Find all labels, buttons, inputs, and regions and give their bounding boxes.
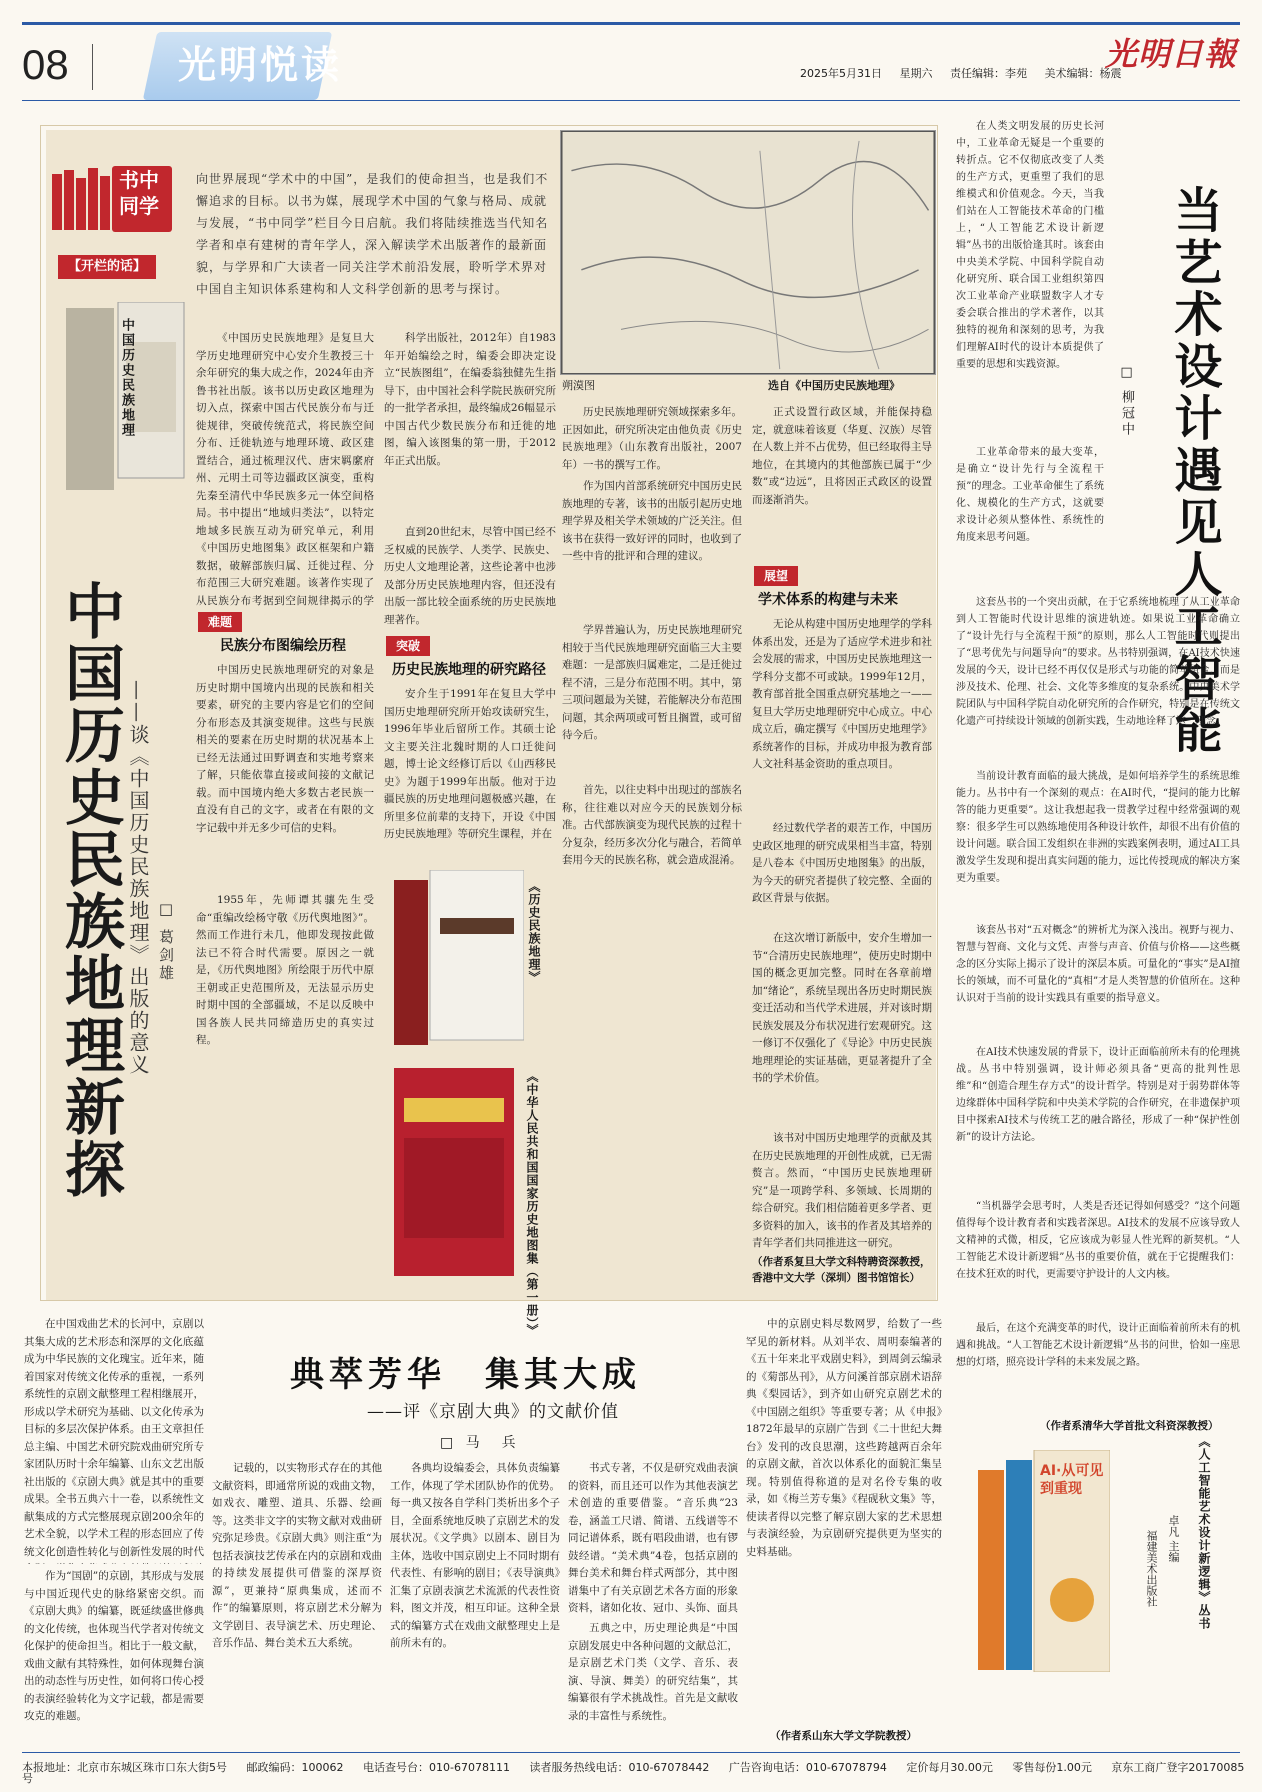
article1-col3-para2: 作为国内首部系统研究中国历史民族地理的专著，该书的出版引起历史地理学界及相关学术领域的广泛关注。但该书在获得一致好评的同时，也收到了一些中肯的批评和合理的建议。 — [562, 480, 742, 562]
article1-col4-para1: 正式设置行政区域，并能保持稳定，就意味着该夏（华夏、汉族）尽管在人数上并不占优势，但已经取得主导地位，在其境内的其他部族已属于“少数”或“边远”，且将因正式政区的设置而逐渐消失。 — [752, 406, 932, 506]
ai-book-cover-title: AI·从可见到重现 — [1040, 1463, 1104, 1497]
article2-para3: 当前设计教育面临的最大挑战，是如何培养学生的系统思维能力。丛书中有一个深刻的观点：在AI时代，“提问的能力比解答的能力更重要”。这让我想起我一贯教学过程中经常强调的观察：很多学生可以熟练地使用各种设计软件，却很不出有价值的设计问题。联合国工发组织在非洲的实践案例表明，通过AI工具激发学生发现和提出真实问题的能力，远比传授现成的解决方案更为重要。 — [956, 771, 1240, 884]
section-title: 光明悦读 — [178, 42, 343, 87]
ancient-map-image — [560, 130, 936, 375]
article3-author: □ 马 兵 — [440, 1435, 520, 1451]
footer-reader-hotline: 读者服务热线电话：010-67078442 — [529, 1761, 710, 1774]
footer-retail: 零售每份1.00元 — [1012, 1761, 1092, 1774]
article3-col2: 记载的，以实物形式存在的其他文献资料，即通常所说的戏曲文物，如戏衣、雕塑、道具、乐器、绘画等。这类非文字的实物文献对戏曲研究弥足珍贵。《京剧大典》则注重“为包括表演技艺传承在内的京剧和戏曲的持续发展提供可借鉴的深厚资源”，更兼持“原典集成，述而不作”的编纂原则，将京剧艺术分解为文学剧目、表导演艺术、历史理论、音乐作品、舞台美术五大系统。 — [212, 1462, 382, 1649]
article1-col4-para4: 在这次增订新版中，安介生增加一节“合清历史民族地理”，使历史时期中国的概念更加完整。同时在各章前增加“绪论”，系统呈现出各历史时期民族变迁活动和当代学术进展，并对该时期民族发展及分布状况进行宏观研究。这一修订不仅强化了《导论》中历史民族地理理论的实证基础，更显著提升了全书的学术价值。 — [752, 932, 932, 1084]
column-intro: 向世界展现“学术中的中国”，是我们的使命担当，也是我们不懈追求的目标。以书为媒，展现学术中国的气象与格局、成就与发展，“书中同学”栏目今日启航。我们将陆续推选当代知名学者和卓有建树的青年学人，深入解读学术出版著作的最新面貌，与学界和广大读者一同关注学术前沿发展，聆听学术界对中国自主知识体系建构和人文科学创新的思考与探讨。 — [196, 172, 549, 296]
article1-tag-breakthrough: 突破 — [386, 636, 430, 656]
article1-col2-para2: 直到20世纪末，尽管中国已经不乏权威的民族学、人类学、民族史、历史人文地理论著，这些论著中也涉及部分历史民族地理内容，但还没有出版一部比较全面系统的历史民族地理著作。 — [384, 526, 556, 626]
article2-para5: 在AI技术快速发展的背景下，设计正面临前所未有的伦理挑战。丛书中特别强调，设计师必须具备“更高的批判性思维”和“创造合理生存方式”的设计哲学。特别是对于弱势群体等边缘群体中国科学院和中央美术学院的合作研究，在非遗保护项目中探索AI技术与传统工艺的融合路径，形成了一种“保护性创新”的设计方法论。 — [956, 1047, 1240, 1143]
column-sign-top: 书中 — [119, 168, 159, 192]
article1-col3-para1: 历史民族地理研究领域探索多年。正因如此，研究所决定由他负责《历史民族地理》（山东教育出版社，2007年）一书的撰写工作。 — [562, 406, 742, 471]
header-divider — [92, 44, 93, 90]
article1-col1-para1: 《中国历史民族地理》是复旦大学历史地理研究中心安介生教授三十余年研究的集大成之作，2024年由齐鲁书社出版。该书以历史政区地理为切入点，探索中国古代民族分布与迁徙规律，突破传统范式，将民族空间分布、迁徙轨迹与地理环境、政区建置结合，通过梳理汉代、唐宋羁縻府州、元明土司等边疆政区演变，重构先秦至清代中华民族多元一体空间格局。书中提出“地域归类法”，以特定地域多民族互动为研究单元，利用《中国历史地图集》政区框架和户籍数据，破解部族归属、迁徙过程、分布范围三大研究难题。该著作实现了从民族分布考据到空间规律揭示的学 — [196, 332, 374, 607]
book3-caption: 《中华人民共和国国家历史地图集（第一册）》 — [525, 1070, 539, 1337]
footer-rule — [22, 1752, 1240, 1753]
editor-credit: 责任编辑：李苑 — [950, 67, 1027, 80]
column-sign-bottom: 同学 — [119, 194, 159, 218]
column-tag: 【开栏的话】 — [58, 255, 156, 279]
article1-col2-para1: 科学出版社，2012年）自1983年开始编绘之时，编委会即决定设立“民族图组”，在编委翁独健先生指导下，由中国社会科学院民族研究所的一批学者承担，最终编成26幅显示中国古代少数民族分布和迁徙的地图，编入该图集的第一册，于2012年正式出版。 — [384, 332, 556, 467]
map-caption-left: 朔漠图 — [562, 379, 595, 392]
article2-credit: （作者系清华大学首批文科资深教授） — [1040, 1420, 1219, 1432]
article3-subtitle: ——评《京剧大典》的文献价值 — [367, 1402, 619, 1422]
article1-col1-para2: 中国历史民族地理研究的对象是历史时期中国境内出现的民族和相关要素，研究的主要内容是它们的空间分布形态及其演变规律。这些与民族相关的要素在历史时期的状况基本上已经无法通过田野调查和实地考察来了解，只能依靠直接或间接的文献记载。而中国境内绝大多数古老民族一直没有自己的文字，或者在有限的文字记载中并无多少可信的史料。 — [196, 664, 374, 834]
article1-col3-para4: 首先，以往史料中出现过的部族名称，往往难以对应今天的民族划分标准。古代部族演变为现代民族的过程十分复杂，经历多次分化与融合，若简单套用今天的民族名称，就会造成混淆。 — [562, 784, 742, 866]
book-image-historical-ethnic-geography — [394, 870, 524, 1050]
article1-col4-para5: 该书对中国历史地理学的贡献及其在历史民族地理的开创性成就，已无需赘言。然而，“中国历史民族地理研究”是一项跨学科、多领域、长周期的综合研究。我们相信随着更多学者、更多资料的加入，该书的作者及其培养的青年学者们共同推进这一研究。 — [752, 1132, 932, 1249]
article1-head-difficulty: 民族分布图编绘历程 — [220, 638, 346, 654]
article3-col1-para2: 作为“国剧”的京剧，其形成与发展与中国近现代史的脉络紧密交织。而《京剧大典》的编纂，既延续盛世修典的文化传统，也体现当代学者对传统文化保护的使命担当。相比于一般文献，戏曲文献有其特殊性，如何体现舞台演出的动态性与历史性，如何将口传心授的表演经验转化为文字记载，都是需要攻克的难题。 — [24, 1570, 204, 1722]
footer-license: 京东工商广登字20170085号 — [22, 1761, 1245, 1785]
footer-ad-phone: 广告咨询电话：010-67078794 — [728, 1761, 887, 1774]
article2-author: □ 柳冠中 — [1119, 365, 1134, 439]
article1-col4-para2: 无论从构建中国历史地理学的学科体系出发，还是为了适应学术进步和社会发展的需求，中国历史民族地理这一学科分支都不可或缺。1999年12月，教育部首批全国重点研究基地之一——复旦大学历史地理研究中心成立。中心成立后，确定撰写《中国历史地理学》系统著作的目标，并成功申报为教育部人文社科基金资助的重点项目。 — [752, 618, 932, 770]
article1-subtitle: ——谈《中国历史民族地理》出版的意义 — [126, 680, 150, 1076]
art-editor-credit: 美术编辑：杨震 — [1044, 67, 1122, 80]
article3-col4-para2: 五典之中，历史理论典是“中国京剧发展史中各种问题的文献总汇，是京剧艺术门类（文学、音乐、表演、导演、舞美）的研究结集”，其编纂很有学术挑战性。首先是文献收录的丰富性与系统性。 — [568, 1622, 738, 1722]
map-caption-right: 选自《中国历史民族地理》 — [768, 379, 900, 392]
article3-col1-para1: 在中国戏曲艺术的长河中，京剧以其集大成的艺术形态和深厚的文化底蕴成为中华民族的文化瑰宝。近年来，随着国家对传统文化传承的重视，一系列系统性的京剧文献整理工程相继展开，形成以学术研究为基础、以文化传承为目标的多层次保护体系。由王文章担任总主编、中国艺术研究院戏曲研究所专家团队历时十余年编纂、山东文艺出版社出版的《京剧大典》就是其中的重要成果。全书五典六十一卷，以系统性文献集成的方式完整展现京剧200余年的艺术全貌，以学术工程的形态回应了传统文化创造性转化与创新性发展的时代 — [24, 1318, 204, 1558]
article1-title: 中国历史民族地理新探 — [55, 580, 125, 1200]
article1-tag-difficulty: 难题 — [198, 612, 242, 632]
ai-book-publisher: 福建美术出版社 — [1145, 1530, 1158, 1607]
header-info — [800, 68, 1136, 79]
article3-col3: 各典均设编委会，具体负责编纂工作，体现了学术团队协作的优势。每一典又按各自学科门类析出多个子目，全面系统地反映了京剧艺术的发展状况。《文学典》以剧本、剧目为主体，选收中国京剧史上不同时期有代表性、有影响的剧目；《表导演典》汇集了京剧表演艺术流派的代表性资料，图文并茂，相互印证。这种全景式的编纂方式在戏曲文献整理史上是前所未有的。 — [390, 1462, 560, 1649]
article3-title: 典萃芳华 集其大成 — [290, 1355, 641, 1395]
article1-author: □ 葛剑雄 — [157, 900, 175, 983]
article2-para2: 这套丛书的一个突出贡献，在于它系统地梳理了从工业革命到人工智能时代设计思维的演进轨迹。如果说工业革命确立了“设计先行与全流程干预”的原则，那么人工智能时代则提出了“思考优先与问题导向”的要求。丛书特别强调，在AI技术快速发展的今天，设计已经不再仅仅是形式与功能的简单组合，而是涉及技术、伦理、社会、文化等多维度的复杂系统。中央美术学院团队与中国科学院自动化研究所的合作研究，特别是在传统文化遗产可持续设计领域的创新实践，生动地诠释了这一理念。 — [956, 597, 1240, 727]
issue-weekday: 星期六 — [899, 67, 933, 80]
book-cover-title: 中国历史民族地理 — [119, 318, 134, 438]
article1-col2-para3: 安介生于1991年在复旦大学中国历史地理研究所开始攻读研究生，1996年毕业后留所工作。其硕士论文主要关注北魏时期的人口迁徙问题，博士论文经修订后以《山西移民史》为题于1999年出版。他对于边疆民族的历史地理问题极感兴趣，在所里多位前辈的支持下，开设《中国历史民族地理》等研究生课程，并在 — [384, 688, 556, 840]
footer-phone: 电话查号台：010-67078111 — [363, 1761, 510, 1774]
footer-postcode: 邮政编码：100062 — [246, 1761, 344, 1774]
article1-head-outlook: 学术体系的构建与未来 — [758, 592, 898, 608]
footer-address: 本报地址：北京市东城区珠市口东大街5号 — [22, 1761, 227, 1774]
article1-col1-para3: 1955年，先师谭其骧先生受命“重编改绘杨守敬《历代舆地图》”。然而工作进行未几，他即发现按此做法已不符合时代需要。原因之一就是，《历代舆地图》所绘限于历代中原王朝或正史范围所及，无法显示历史时期中国的全部疆域，不足以反映中国各族人民共同缔造历史的真实过程。 — [196, 894, 374, 1046]
issue-date: 2025年5月31日 — [800, 67, 882, 80]
article1-credit: （作者系复旦大学文科特聘资深教授，香港中文大学（深圳）图书馆馆长） — [752, 1256, 931, 1284]
article2-title: 当艺术设计遇见人工智能 — [1166, 185, 1222, 757]
article1-col3-para3: 学界普遍认为，历史民族地理研究相较于当代民族地理研究面临三大主要难题：一是部族归属难定，二是迁徙过程不清，三是分布范围不明。其中，第三项问题最为关键，若能解决分布范围问题，其余两项或可暂且搁置，或可留待今后。 — [562, 624, 742, 741]
top-rule — [22, 22, 1240, 25]
article1-tag-outlook: 展望 — [754, 566, 798, 586]
article3-credit: （作者系山东大学文学院教授） — [770, 1730, 917, 1742]
article2-para6: “当机器学会思考时，人类是否还记得如何感受？”这个问题值得每个设计教育者和实践者深思。AI技术的发展不应该导致人文精神的式微，相反，它应该成为彰显人性光辉的新契机。“人工智能艺术设计新逻辑”丛书的重要价值，就在于它提醒我们：在技术狂欢的时代，更需要守护设计的人文内核。 — [956, 1201, 1240, 1280]
ai-book-caption: 《人工智能艺术设计新逻辑》丛书 — [1197, 1435, 1211, 1630]
article2-para1: 在人类文明发展的历史长河中，工业革命无疑是一个重要的转折点。它不仅彻底改变了人类的生产方式，更重塑了我们的思维模式和价值观念。今天，当我们站在人工智能技术革命的门槛上，“人工智能艺术设计新逻辑”丛书的出版恰逢其时。该套由中央美术学院、中国科学院自动化研究所、联合国工业组织第四次工业革命产业联盟数字人才专委会联合推出的学术著作，以其独特的视角和深刻的思考，为我们理解AI时代的设计本质提供了重要的思想和实践资源。 — [956, 121, 1104, 370]
article1-head-breakthrough: 历史民族地理的研究路径 — [392, 662, 546, 678]
article3-col5: 中的京剧史料尽数网罗，给数了一些罕见的新材料。从刘半农、周明泰编著的《五十年来北平戏剧史料》，到周剑云编录的《菊部丛刊》，从方问溪首部京剧术语辞典《梨园话》，到齐如山研究京剧艺术的《中国剧之组织》等重要专著；从《申报》1872年最早的京剧广告到《二十世纪大舞台》发刊的改良思潮，这些跨越两百余年的京剧文献，首次以体系化的面貌汇集呈现。特别值得称道的是对名伶专集的收录，如《梅兰芳专集》《程砚秋文集》等，使读者得以完整了解京剧大家的艺术思想与表演经验，为京剧研究提供更为坚实的史料基础。 — [746, 1318, 942, 1558]
article1-col4-para3: 经过数代学者的艰苦工作，中国历史政区地理的研究成果相当丰富，特别是八卷本《中国历史地图集》的出版，为今天的研究者提供了较完整、全面的政区背景与依据。 — [752, 822, 932, 904]
footer-info — [22, 1762, 1262, 1784]
header-rule — [22, 100, 1240, 101]
article2-para1b: 工业革命带来的最大变革，是确立“设计先行与全流程干预”的理念。工业革命催生了系统化、规模化的生产方式，这就要求设计必须从整体性、系统性的角度来思考问题。 — [956, 447, 1104, 543]
ai-book-editor: 卓凡 主编 — [1167, 1515, 1180, 1563]
book2-caption: 《历史民族地理》 — [527, 880, 541, 984]
article3-col4-para1: 书式专著，不仅是研究戏曲表演的资料，而且还可以作为其他表演艺术创造的重要借鉴。“音乐典”23卷，涵盖工尺谱、简谱、五线谱等不同记谱体系，既有唱段曲谱，也有锣鼓经谱。“美术典”4卷，包括京剧的舞台美术和舞台样式两部分，其中图谱集中了有关京剧艺术各方面的形象资料，诸如化妆、冠巾、头饰、面具 — [568, 1462, 738, 1614]
article2-para4: 该套丛书对“五对概念”的辨析尤为深入浅出。视野与视力、智慧与智商、文化与文凭、声誉与声音、价值与价格——这些概念的区分实际上揭示了设计的深层本质。可量化的“事实”是AI擅长的领域，而不可量化的“真相”才是人类智慧的价值所在。这种认识对于当前的设计实践具有重要的指导意义。 — [956, 925, 1240, 1004]
masthead-logo: 光明日報 — [1105, 35, 1238, 73]
footer-price: 定价每月30.00元 — [906, 1761, 993, 1774]
book-image-national-atlas — [394, 1068, 514, 1276]
page-number: 08 — [22, 41, 69, 88]
article2-para7: 最后，在这个充满变革的时代，设计正面临着前所未有的机遇和挑战。“人工智能艺术设计新逻辑”丛书的问世，恰如一座思想的灯塔，照亮设计学科的未来发展之路。 — [956, 1323, 1240, 1368]
